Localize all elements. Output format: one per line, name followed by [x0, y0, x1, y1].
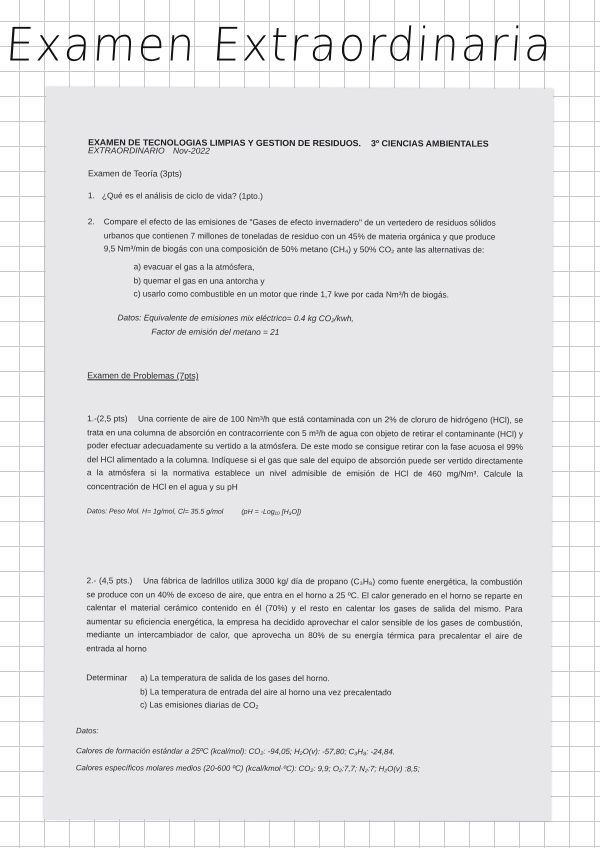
- determinar-label: Determinar: [86, 672, 128, 683]
- problem-2-tasks: [86, 671, 392, 713]
- q2-data-line-2: Factor de emisión del metano = 21: [151, 326, 280, 337]
- task-c: c) Las emisiones diarias de CO₂: [140, 699, 259, 711]
- header-tail: 3º CIENCIAS AMBIENTALES: [370, 138, 489, 149]
- q2-option-b: b) quemar el gas en una antorcha y: [133, 275, 265, 286]
- q2-option-c: c) usarlo como combustible en un motor que rinde 1,7 kwe por cada Nm³/h de biogás.: [133, 288, 450, 300]
- problem-1-points: 1.-(2,5 pts): [87, 413, 128, 424]
- exam-sheet: [44, 87, 554, 821]
- question-2: [88, 215, 508, 257]
- session-date: Nov-2022: [172, 145, 210, 156]
- handwritten-title: Examen Extraordinaria: [4, 18, 556, 73]
- problems-title: Examen de Problemas (7pts): [87, 370, 199, 381]
- q2-data: [117, 311, 353, 339]
- task-b: b) La temperatura de entrada del aire al horno una vez precalentado: [140, 686, 392, 697]
- problem-1-text: Una corriente de aire de 100 Nm³/h que está contaminada con un 2% de cloruro de hidrógeno (HCl), se trata en una columna de absorción en contracorriente con 5 m³/h de agua con objeto de retirar el contaminante (HCl) y poder efectuar adecuadamente su vertido a la atmósfera. De este modo se consigue retirar con la fase acuosa el 99% del HCl alimentado a la columna. Indíquese si el gas que sale del equipo de absorción puede ser vertido directamente a la atmósfera si la normativa establece un nivel admisible de emisión de HCl de 460 mg/Nm³. Calcule la concentración de HCl en el agua y su pH: [86, 413, 524, 492]
- task-a: a) La temperatura de salida de los gases del horno.: [140, 672, 330, 684]
- problem-2: [86, 574, 522, 657]
- q2-option-a: a) evacuar el gas a la atmósfera,: [133, 261, 255, 272]
- problem-1-data-ph: (pH = -Log₁₀ [H₃O]): [241, 508, 302, 517]
- header-main: EXAMEN DE TECNOLOGIAS LIMPIAS Y GESTION DE RESIDUOS.: [88, 137, 362, 149]
- theory-title: Examen de Teoría (3pts): [87, 168, 182, 179]
- q2-alternatives: [134, 260, 450, 302]
- exam-session: [88, 144, 210, 158]
- problem-2-text: Una fábrica de ladrillos utiliza 3000 kg/ día de propano (C₃H₈) como fuente energética, la combustión se produce con un 40% de exceso de aire, que entra en el horno a 25 ºC. El calor generado en el horno se reparte en calentar el material cerámico contenido en él (70%) y el resto en calentar los gases de salida del mismo. Para aumentar su eficiencia energética, la empresa ha decidido aprovechar el calor sensible de los gases de combustión, mediante un intercambiador de calor, que aprovecha un 80% de su energía térmica para precalentar el aire de entrada al horno: [86, 575, 523, 654]
- q2-text: Compare el efecto de las emisiones de "Gases de efecto invernadero" de un vertedero de residuos sólidos urbanos que contienen 7 millones de toneladas de residuo con un 45% de materia orgánica y que produce 9,5 Nm³/min de biogás con una composición de 50% metano (CH₄) y 50% CO₂ ante las alternativas de:: [103, 216, 496, 255]
- problem-1: [87, 412, 523, 495]
- q2-number: 2.: [87, 216, 95, 227]
- data-label: Datos:: [76, 726, 99, 736]
- q1-number: 1.: [87, 190, 95, 201]
- q1-text: ¿Qué es el análisis de ciclo de vida? (1pto.): [101, 190, 263, 201]
- question-1: [88, 189, 263, 203]
- q2-data-line-1: Datos: Equivalente de emisiones mix eléctrico= 0.4 kg CO₂/kwh,: [117, 312, 354, 324]
- problem-2-data: [76, 724, 536, 776]
- session-label: EXTRAORDINARIO: [88, 145, 165, 156]
- problem-2-points: 2.- (4,5 pts.): [86, 575, 133, 586]
- formation-heats: Calores de formación estándar a 25ºC (kcal/mol): CO₂: -94,05; H₂O(v): -57,80; C₃H₈: -24,84.: [75, 745, 395, 756]
- problem-1-data-text: Datos: Peso Mol. H= 1g/mol, Cl= 35.5 g/mol: [86, 508, 224, 516]
- problem-1-data: [87, 505, 301, 519]
- specific-heats: Calores específicos molares medios (20-600 ºC) (kcal/kmol·ºC): CO₂: 9,9; O₂:7,7; N₂:7; H₂O(v) :8,5;: [75, 763, 420, 774]
